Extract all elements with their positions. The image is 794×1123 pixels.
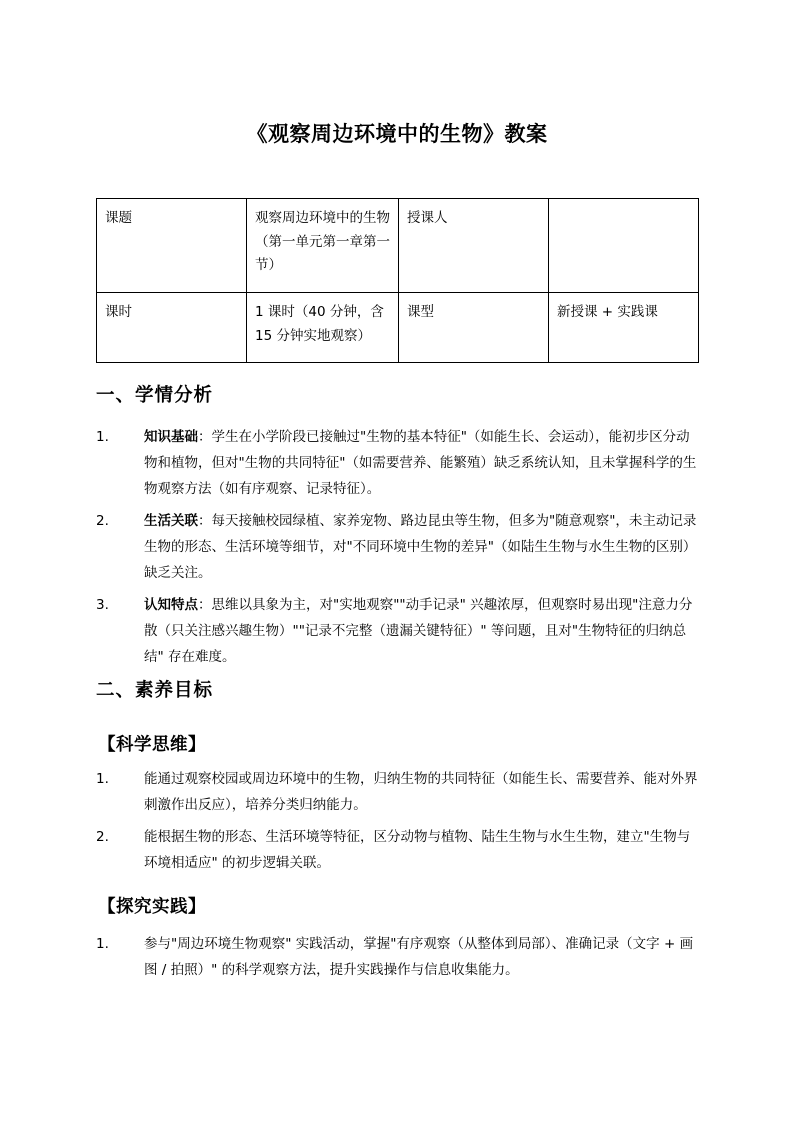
list-item-label: 知识基础 [144,429,198,445]
table-cell-type-value: 新授课 + 实践课 [549,293,699,363]
list-item-label: 认知特点 [144,597,198,613]
scientific-thinking-list [96,766,700,882]
list-item-number: 1. [96,936,109,952]
list-item [96,824,700,876]
list-item-number: 2. [96,513,109,529]
list-item-number: 3. [96,597,109,613]
student-analysis-list [96,424,700,676]
list-item-text: ：学生在小学阶段已接触过"生物的基本特征"（如能生长、会运动），能初步区分动物和植物，但对"生物的共同特征"（如需要营养、能繁殖）缺乏系统认知，且未掌握科学的生物观察方法（如有序观察、记录特征）。 [144,429,697,497]
section-heading-student-analysis: 一、学情分析 [96,385,214,406]
table-cell-topic-value: 观察周边环境中的生物（第一单元第一章第一节） [247,199,399,293]
list-item-text: 参与"周边环境生物观察" 实践活动，掌握"有序观察（从整体到局部）、准确记录（文字 + 画图 / 拍照）" 的科学观察方法，提升实践操作与信息收集能力。 [144,936,694,978]
table-cell-teacher-value [549,199,699,293]
subheading-inquiry-practice: 【探究实践】 [98,897,206,917]
list-item-number: 2. [96,829,109,845]
list-item [96,508,700,586]
table-cell-period-value: 1 课时（40 分钟，含 15 分钟实地观察） [247,293,399,363]
inquiry-practice-list [96,931,700,989]
list-item-number: 1. [96,429,109,445]
subheading-scientific-thinking: 【科学思维】 [98,735,206,755]
list-item-text: 能根据生物的形态、生活环境等特征，区分动物与植物、陆生生物与水生生物，建立"生物与环境相适应" 的初步逻辑关联。 [144,829,691,871]
list-item-text: 能通过观察校园或周边环境中的生物，归纳生物的共同特征（如能生长、需要营养、能对外界刺激作出反应），培养分类归纳能力。 [144,771,698,813]
list-item-text: ：每天接触校园绿植、家养宠物、路边昆虫等生物，但多为"随意观察"，未主动记录生物的形态、生活环境等细节，对"不同环境中生物的差异"（如陆生生物与水生生物的区别）缺乏关注。 [144,513,697,581]
table-cell-teacher-label: 授课人 [399,199,549,293]
table-cell-topic-label: 课题 [97,199,247,293]
table-cell-period-label: 课时 [97,293,247,363]
list-item [96,592,700,670]
list-item-text: ：思维以具象为主，对"实地观察""动手记录" 兴趣浓厚，但观察时易出现"注意力分散（只关注感兴趣生物）""记录不完整（遗漏关键特征）" 等问题，且对"生物特征的归纳总结" 存在难度。 [144,597,693,665]
list-item [96,766,700,818]
section-heading-literacy-goals: 二、素养目标 [96,680,214,701]
table-cell-type-label: 课型 [399,293,549,363]
list-item [96,424,700,502]
document-title: 《观察周边环境中的生物》教案 [246,122,548,146]
list-item [96,931,700,983]
list-item-label: 生活关联 [144,513,198,529]
list-item-number: 1. [96,771,109,787]
table-row [97,293,699,363]
course-info-table [96,198,699,363]
table-row [97,199,699,293]
